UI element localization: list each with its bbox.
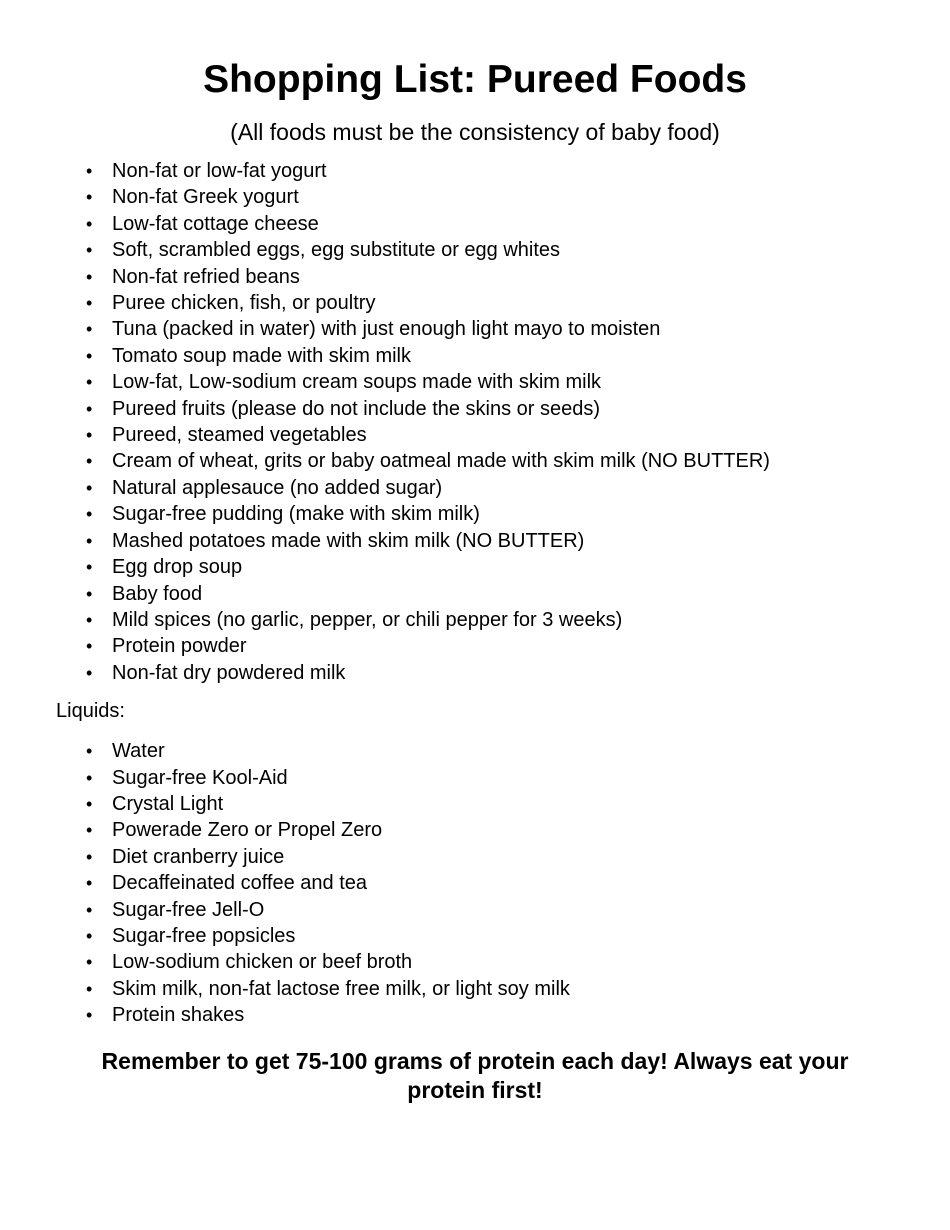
bullet-icon: • [86, 820, 93, 841]
list-item-text: Crystal Light [112, 792, 224, 815]
bullet-icon: • [86, 398, 93, 419]
list-item-text: Non-fat dry powdered milk [112, 661, 346, 684]
list-item-text: Tomato soup made with skim milk [112, 344, 411, 367]
list-item [56, 897, 894, 923]
list-item [56, 158, 894, 184]
list-item [56, 369, 894, 395]
liquids-list [56, 738, 894, 1028]
list-item [56, 976, 894, 1002]
list-item-text: Skim milk, non-fat lactose free milk, or light soy milk [112, 977, 570, 1000]
list-item [56, 844, 894, 870]
page-subtitle: (All foods must be the consistency of baby food) [230, 119, 720, 145]
bullet-icon: • [86, 451, 93, 472]
list-item [56, 949, 894, 975]
list-item-text: Baby food [112, 582, 203, 605]
bullet-icon: • [86, 952, 93, 973]
list-item [56, 765, 894, 791]
list-item [56, 1002, 894, 1028]
protein-reminder [56, 1047, 894, 1105]
bullet-icon: • [86, 319, 93, 340]
list-item-text: Low-fat, Low-sodium cream soups made with skim milk [112, 371, 602, 394]
bullet-icon: • [86, 345, 93, 366]
list-item [56, 554, 894, 580]
list-item-text: Powerade Zero or Propel Zero [112, 819, 383, 842]
list-item [56, 528, 894, 554]
list-item-text: Non-fat refried beans [112, 265, 300, 288]
bullet-icon: • [86, 767, 93, 788]
bullet-icon: • [86, 741, 93, 762]
list-item [56, 660, 894, 686]
bullet-icon: • [86, 557, 93, 578]
list-item [56, 422, 894, 448]
bullet-icon: • [86, 161, 93, 181]
list-item [56, 923, 894, 949]
list-item [56, 791, 894, 817]
list-item [56, 738, 894, 764]
bullet-icon: • [86, 240, 93, 261]
bullet-icon: • [86, 636, 93, 657]
list-item-text: Sugar-free Jell-O [112, 898, 265, 921]
list-item-text: Low-fat cottage cheese [112, 212, 319, 235]
list-item [56, 475, 894, 501]
foods-list [56, 158, 894, 686]
page-title: Shopping List: Pureed Foods [203, 58, 747, 101]
list-item-text: Pureed fruits (please do not include the skins or seeds) [112, 397, 601, 420]
list-item-text: Natural applesauce (no added sugar) [112, 476, 443, 499]
list-item [56, 184, 894, 210]
list-item [56, 607, 894, 633]
list-item [56, 211, 894, 237]
bullet-icon: • [86, 925, 93, 946]
reminder-line-2: protein first! [407, 1076, 543, 1103]
bullet-icon: • [86, 1005, 93, 1026]
list-item-text: Tuna (packed in water) with just enough light mayo to moisten [112, 318, 661, 341]
bullet-icon: • [86, 873, 93, 894]
bullet-icon: • [86, 477, 93, 498]
list-item-text: Puree chicken, fish, or poultry [112, 292, 376, 315]
list-item [56, 396, 894, 422]
list-item-text: Mashed potatoes made with skim milk (NO BUTTER) [112, 529, 585, 552]
list-item-text: Decaffeinated coffee and tea [112, 872, 368, 895]
bullet-icon: • [86, 187, 93, 208]
list-item-text: Water [112, 740, 165, 763]
bullet-icon: • [86, 846, 93, 867]
bullet-icon: • [86, 372, 93, 393]
list-item-text: Non-fat or low-fat yogurt [112, 160, 327, 182]
liquids-heading: Liquids: [56, 700, 125, 723]
list-item-text: Sugar-free Kool-Aid [112, 766, 288, 789]
list-item [56, 581, 894, 607]
bullet-icon: • [86, 266, 93, 287]
bullet-icon: • [86, 662, 93, 683]
bullet-icon: • [86, 978, 93, 999]
bullet-icon: • [86, 425, 93, 446]
list-item [56, 817, 894, 843]
list-item [56, 316, 894, 342]
list-item [56, 264, 894, 290]
bullet-icon: • [86, 583, 93, 604]
list-item-text: Egg drop soup [112, 556, 243, 579]
list-item-text: Protein shakes [112, 1004, 245, 1027]
list-item-text: Pureed, steamed vegetables [112, 424, 367, 447]
list-item-text: Protein powder [112, 635, 247, 658]
bullet-icon: • [86, 504, 93, 525]
bullet-icon: • [86, 899, 93, 920]
list-item-text: Cream of wheat, grits or baby oatmeal made with skim milk (NO BUTTER) [112, 450, 770, 473]
list-item [56, 870, 894, 896]
bullet-icon: • [86, 793, 93, 814]
list-item [56, 448, 894, 474]
list-item [56, 633, 894, 659]
list-item-text: Soft, scrambled eggs, egg substitute or egg whites [112, 239, 561, 262]
list-item [56, 343, 894, 369]
reminder-line-1: Remember to get 75-100 grams of protein each day! Always eat your [101, 1047, 849, 1074]
list-item-text: Non-fat Greek yogurt [112, 186, 299, 209]
list-item-text: Low-sodium chicken or beef broth [112, 951, 413, 974]
list-item-text: Diet cranberry juice [112, 845, 285, 868]
list-item-text: Sugar-free pudding (make with skim milk) [112, 503, 480, 526]
list-item [56, 501, 894, 527]
bullet-icon: • [86, 530, 93, 551]
list-item-text: Sugar-free popsicles [112, 924, 296, 947]
list-item [56, 237, 894, 263]
bullet-icon: • [86, 213, 93, 234]
bullet-icon: • [86, 609, 93, 630]
list-item-text: Mild spices (no garlic, pepper, or chili pepper for 3 weeks) [112, 608, 623, 631]
bullet-icon: • [86, 293, 93, 314]
list-item [56, 290, 894, 316]
